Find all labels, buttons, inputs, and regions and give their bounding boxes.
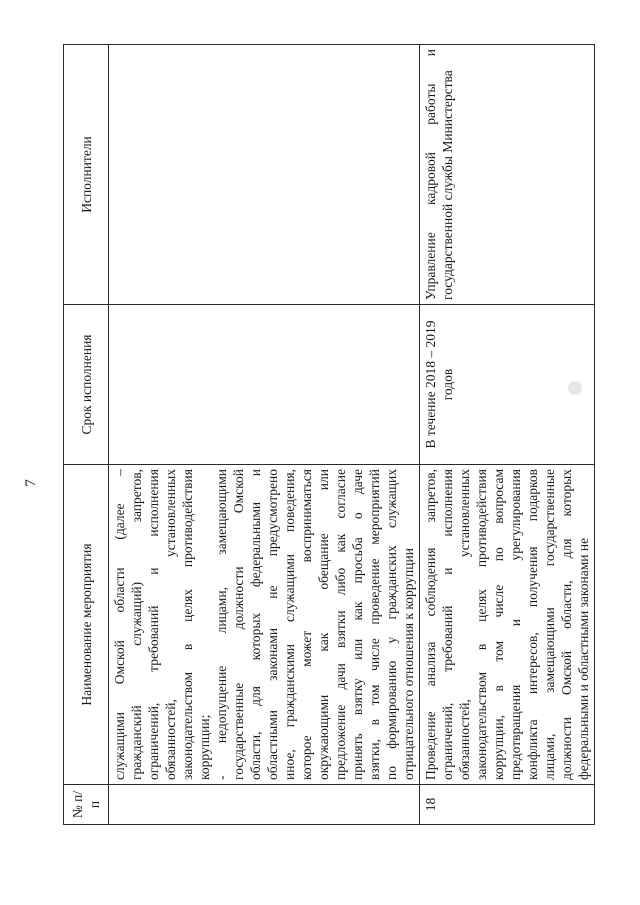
rotated-page: [23, 45, 591, 825]
text-line: принять взятку или как просьба о даче: [350, 469, 365, 780]
cell-term: [109, 305, 420, 465]
text-line: области, для которых федеральными и: [248, 469, 263, 780]
text-line: Управление кадровой работы и: [423, 49, 438, 300]
cell-executor: [420, 45, 595, 305]
text-line: обязанностей, установленных: [163, 469, 178, 780]
text-line: Проведение анализа соблюдения запретов,: [423, 469, 438, 780]
text-line: обязанностей, установленных: [457, 469, 472, 780]
text-line: федеральными и областными законами не: [576, 537, 591, 780]
scan-mark: [568, 381, 582, 395]
cell-executor: [109, 45, 420, 305]
table-body: [109, 45, 595, 825]
text-line: областными законами не предусмотрено: [265, 469, 280, 780]
text-line: по формированию у гражданских служащих: [384, 469, 399, 780]
text-line: ограничений, требований и исполнения: [146, 469, 161, 780]
page-number: 7: [23, 479, 39, 487]
text-line: отрицательного отношения к коррупции: [401, 548, 416, 780]
text-line: иное, гражданскими служащими поведения,: [282, 469, 297, 780]
text-line: коррупции;: [197, 714, 212, 780]
text-line: государственной службы Министерства: [440, 70, 455, 300]
measures-table: [63, 44, 595, 825]
header-num: № п/п: [64, 785, 109, 825]
text-line: служащими Омской области (далее –: [112, 469, 127, 780]
text-line: коррупции, в том числе по вопросам: [491, 469, 506, 780]
table-row: [420, 45, 595, 825]
text-line: взятки, в том числе проведение мероприятий: [367, 469, 382, 780]
text-line: В течение 2018 – 2019: [423, 320, 438, 449]
header-name: Наименование мероприятия: [64, 465, 109, 785]
text-line: годов: [440, 368, 455, 401]
table-header-row: [64, 45, 109, 825]
text-line: государственные должности Омской: [231, 469, 246, 780]
cell-measure-name: [109, 465, 420, 785]
text-line: которое может восприниматься: [299, 469, 314, 780]
text-line: законодательством в целях противодействия: [474, 469, 489, 780]
text-line: должности Омской области, для которых: [559, 469, 574, 780]
cell-measure-name: [420, 465, 595, 785]
cell-num: [109, 785, 420, 825]
text-line: лицами, замещающими государственные: [542, 469, 557, 780]
header-executor: Исполнители: [64, 45, 109, 305]
text-line: предотвращения и урегулирования: [508, 469, 523, 780]
text-line: гражданский служащий) запретов,: [129, 469, 144, 780]
text-line: окружающими как обещание или: [316, 469, 331, 780]
table-row: [109, 45, 420, 825]
text-line: предложение дачи взятки либо как согласие: [333, 469, 348, 780]
header-term: Срок исполнения: [64, 305, 109, 465]
text-line: законодательством в целях противодействия: [180, 469, 195, 780]
cell-num: 18: [420, 785, 595, 825]
text-line: - недопущение лицами, замещающими: [214, 469, 229, 780]
text-line: ограничений, требований и исполнения: [440, 469, 455, 780]
text-line: конфликта интересов, получения подарков: [525, 469, 540, 780]
